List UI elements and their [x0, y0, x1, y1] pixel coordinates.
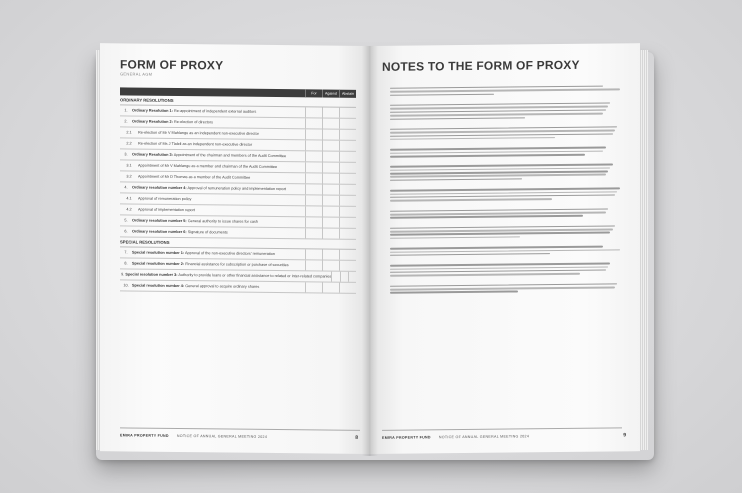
- note-bullet: [382, 209, 390, 221]
- note-item: [382, 124, 622, 142]
- vote-cell-against[interactable]: [322, 140, 339, 150]
- text-line: [390, 194, 615, 198]
- text-line: [390, 236, 520, 239]
- vote-cell-against[interactable]: [322, 151, 339, 161]
- vote-cell-against[interactable]: [322, 173, 339, 183]
- left-page: [100, 43, 370, 454]
- text-line: [390, 232, 610, 236]
- text-line: [390, 137, 555, 140]
- header-for: For: [305, 89, 322, 97]
- vote-cell-against[interactable]: [322, 217, 339, 227]
- vote-cell-for[interactable]: [305, 195, 322, 205]
- row-text: [138, 197, 305, 203]
- row-description: General approval to acquire ordinary shares: [185, 284, 260, 289]
- row-description: Appointment of Mr V Mahlangu as a member and chairman of the Audit Committee: [138, 163, 278, 170]
- row-number: 2.1: [126, 130, 132, 135]
- footer-text: NOTICE OF ANNUAL GENERAL MEETING 2024: [176, 433, 268, 439]
- vote-cell-abstain[interactable]: [339, 108, 356, 118]
- row-resolution-label: Ordinary resolution number 4:: [132, 185, 187, 191]
- vote-cell-abstain[interactable]: [339, 163, 356, 173]
- row-text: [138, 208, 305, 214]
- row-text: [132, 251, 305, 257]
- row-text: [132, 219, 305, 225]
- vote-cell-against[interactable]: [340, 272, 348, 282]
- note-item: [382, 206, 622, 221]
- vote-cell-abstain[interactable]: [339, 250, 356, 260]
- text-line: [390, 174, 606, 178]
- vote-cell-for[interactable]: [305, 228, 322, 238]
- row-number: 1.: [124, 108, 128, 113]
- vote-cell-abstain[interactable]: [339, 207, 356, 217]
- note-text-lines: [390, 162, 622, 183]
- row-number: 8.: [124, 261, 128, 266]
- row-number: 4.: [124, 185, 128, 190]
- vote-cell-for[interactable]: [305, 249, 322, 259]
- note-bullet: [382, 284, 390, 296]
- row-text: [132, 153, 305, 159]
- row-number: 3.1: [126, 163, 132, 168]
- row-text: [132, 262, 305, 268]
- row-description: General authority to issue shares for cash: [187, 219, 258, 224]
- vote-cell-for[interactable]: [305, 162, 322, 172]
- ordinary-rows: [120, 105, 356, 239]
- row-description: Appointment of Mr D Thomas as a member of the Audit Committee: [138, 174, 251, 180]
- row-text: [138, 164, 305, 170]
- note-item: [382, 261, 622, 279]
- vote-cell-for[interactable]: [305, 282, 322, 292]
- note-text-lines: [390, 124, 622, 142]
- note-text-lines: [390, 281, 622, 295]
- row-description: Approval of remuneration policy and implementation report: [187, 186, 287, 192]
- vote-cell-against[interactable]: [322, 249, 339, 259]
- form-of-proxy-title: FORM OF PROXY: [120, 57, 224, 73]
- row-resolution-label: Ordinary Resolution 2:: [132, 119, 173, 124]
- row-number: 10.: [123, 283, 129, 288]
- proxy-table: [120, 87, 356, 293]
- note-text-lines: [390, 223, 622, 241]
- vote-cell-for[interactable]: [331, 272, 339, 282]
- vote-cell-for[interactable]: [305, 107, 322, 117]
- section-ordinary-resolutions: ORDINARY RESOLUTIONS: [120, 95, 356, 107]
- page-number: 9: [623, 432, 626, 439]
- vote-cell-abstain[interactable]: [339, 130, 356, 140]
- vote-cell-against[interactable]: [322, 260, 339, 270]
- vote-cell-against[interactable]: [322, 107, 339, 117]
- text-line: [390, 291, 518, 294]
- row-number: 7.: [124, 250, 128, 255]
- vote-cell-abstain[interactable]: [339, 185, 356, 195]
- note-item: [382, 162, 622, 183]
- text-line: [390, 198, 552, 201]
- note-bullet: [382, 246, 390, 258]
- row-text: [138, 142, 305, 148]
- footer-brand: EMIRA PROPERTY FUND: [382, 435, 431, 440]
- form-subtitle: GENERAL AGM: [120, 71, 153, 77]
- row-number: 3.2: [126, 174, 132, 179]
- vote-cell-against[interactable]: [322, 184, 339, 194]
- vote-cell-for[interactable]: [305, 260, 322, 270]
- note-bullet: [382, 127, 390, 143]
- vote-cell-for[interactable]: [305, 118, 322, 128]
- section-special-resolutions: SPECIAL RESOLUTIONS: [120, 237, 356, 249]
- vote-cell-for[interactable]: [305, 206, 322, 216]
- vote-cell-for[interactable]: [305, 217, 322, 227]
- row-number: 4.2: [126, 207, 132, 212]
- book-gutter: [362, 46, 378, 456]
- page-number: 8: [355, 434, 358, 441]
- left-footer: [120, 433, 267, 439]
- vote-cell-abstain[interactable]: [348, 272, 356, 282]
- row-resolution-label: Special resolution number 3:: [125, 272, 178, 277]
- right-page-edges: [640, 50, 648, 450]
- row-description: Approval of implementation report: [138, 207, 195, 213]
- text-line: [390, 93, 494, 96]
- footer-brand: EMIRA PROPERTY FUND: [120, 433, 169, 438]
- note-bullet: [382, 103, 390, 122]
- note-item: [382, 100, 622, 121]
- header-against: Against: [322, 89, 339, 97]
- row-description: Re-election of Ms J Tlaleli as an independent non-executive director: [138, 141, 253, 147]
- notes-body: [382, 83, 622, 300]
- row-text: [132, 120, 305, 126]
- row-number: 3.: [124, 152, 128, 157]
- vote-cell-against[interactable]: [322, 195, 339, 205]
- vote-cell-against[interactable]: [322, 162, 339, 172]
- vote-cell-abstain[interactable]: [339, 283, 356, 293]
- text-line: [390, 178, 522, 181]
- row-description: Approval of remuneration policy: [138, 196, 192, 202]
- row-resolution-label: Ordinary resolution number 5:: [132, 218, 187, 224]
- note-bullet: [382, 147, 390, 159]
- note-item: [382, 223, 622, 241]
- note-item: [382, 186, 622, 204]
- note-text-lines: [390, 244, 622, 258]
- vote-cell-for[interactable]: [305, 173, 322, 183]
- footer-rule: [382, 427, 622, 430]
- row-description: Re-election of directors: [174, 119, 214, 125]
- right-footer: [382, 434, 529, 440]
- row-resolution-label: Ordinary Resolution 3:: [132, 152, 173, 157]
- row-description: Authority to provide loans or other financial assistance to related or inter-related companies: [178, 272, 332, 279]
- note-bullet: [382, 263, 390, 279]
- text-line: [390, 154, 585, 158]
- vote-cell-for[interactable]: [305, 129, 322, 139]
- row-text: [138, 175, 305, 181]
- text-line: [390, 286, 615, 290]
- row-text: [132, 284, 305, 290]
- row-resolution-label: Special resolution number 1:: [132, 250, 185, 256]
- row-number: 2.: [124, 119, 128, 124]
- row-number: 2.2: [126, 141, 132, 146]
- note-text-lines: [390, 186, 622, 204]
- vote-cell-abstain[interactable]: [339, 196, 356, 206]
- vote-cell-against[interactable]: [322, 118, 339, 128]
- row-number: 9.: [121, 272, 125, 277]
- row-text: [132, 109, 305, 115]
- note-text-lines: [390, 145, 622, 159]
- row-number: 5.: [124, 218, 128, 223]
- row-resolution-label: Special resolution number 2:: [132, 261, 185, 267]
- note-bullet: [382, 188, 390, 204]
- header-abstain: Abstain: [339, 90, 356, 98]
- note-item: [382, 83, 622, 98]
- note-item: [382, 281, 622, 296]
- note-text-lines: [390, 83, 622, 97]
- row-description: Re-appointment of independent external auditors: [174, 108, 257, 114]
- row-resolution-label: Ordinary resolution number 6:: [132, 229, 187, 235]
- vote-cell-for[interactable]: [305, 151, 322, 161]
- vote-cell-against[interactable]: [322, 129, 339, 139]
- note-item: [382, 244, 622, 259]
- footer-rule: [120, 427, 360, 430]
- text-line: [390, 273, 580, 276]
- row-resolution-label: Ordinary Resolution 1:: [132, 108, 173, 113]
- note-item: [382, 145, 622, 160]
- note-text-lines: [390, 206, 622, 220]
- text-line: [390, 215, 583, 219]
- text-line: [390, 89, 620, 93]
- table-row: [120, 280, 356, 293]
- footer-text: NOTICE OF ANNUAL GENERAL MEETING 2024: [438, 434, 530, 440]
- note-bullet: [382, 86, 390, 98]
- vote-cell-abstain[interactable]: [339, 218, 356, 228]
- note-text-lines: [390, 261, 622, 279]
- vote-cell-for[interactable]: [305, 140, 322, 150]
- row-description: Approval of the non-executive directors' remuneration: [184, 251, 275, 257]
- text-line: [390, 249, 620, 253]
- row-description: Signature of documents: [187, 230, 228, 235]
- row-resolution-label: Special resolution number 4:: [132, 283, 185, 289]
- row-text: [125, 272, 331, 278]
- vote-cell-for[interactable]: [305, 184, 322, 194]
- notes-title: NOTES TO THE FORM OF PROXY: [382, 57, 580, 74]
- row-description: Re-election of Mr V Mahlangu as an independent non-executive director: [138, 130, 259, 136]
- row-description: Financial assistance for subscription or purchase of securities: [185, 262, 289, 268]
- row-text: [132, 186, 305, 192]
- note-text-lines: [390, 100, 622, 121]
- right-page: [370, 43, 640, 454]
- row-description: Appointment of the chairman and members of the Audit Committee: [173, 152, 287, 159]
- text-line: [390, 253, 550, 256]
- vote-cell-abstain[interactable]: [339, 152, 356, 162]
- vote-cell-abstain[interactable]: [339, 174, 356, 184]
- vote-cell-abstain[interactable]: [339, 261, 356, 271]
- row-number: 4.1: [126, 196, 132, 201]
- vote-cell-abstain[interactable]: [339, 141, 356, 151]
- row-text: [138, 131, 305, 137]
- vote-cell-abstain[interactable]: [339, 229, 356, 239]
- note-bullet: [382, 164, 390, 183]
- row-text: [132, 230, 305, 236]
- text-line: [390, 133, 613, 137]
- text-line: [390, 113, 603, 117]
- vote-cell-against[interactable]: [322, 282, 339, 292]
- vote-cell-abstain[interactable]: [339, 119, 356, 129]
- text-line: [390, 117, 525, 120]
- special-rows: [120, 247, 356, 293]
- vote-cell-against[interactable]: [322, 228, 339, 238]
- text-line: [390, 246, 603, 250]
- row-number: 6.: [124, 229, 128, 234]
- note-bullet: [382, 226, 390, 242]
- vote-cell-against[interactable]: [322, 206, 339, 216]
